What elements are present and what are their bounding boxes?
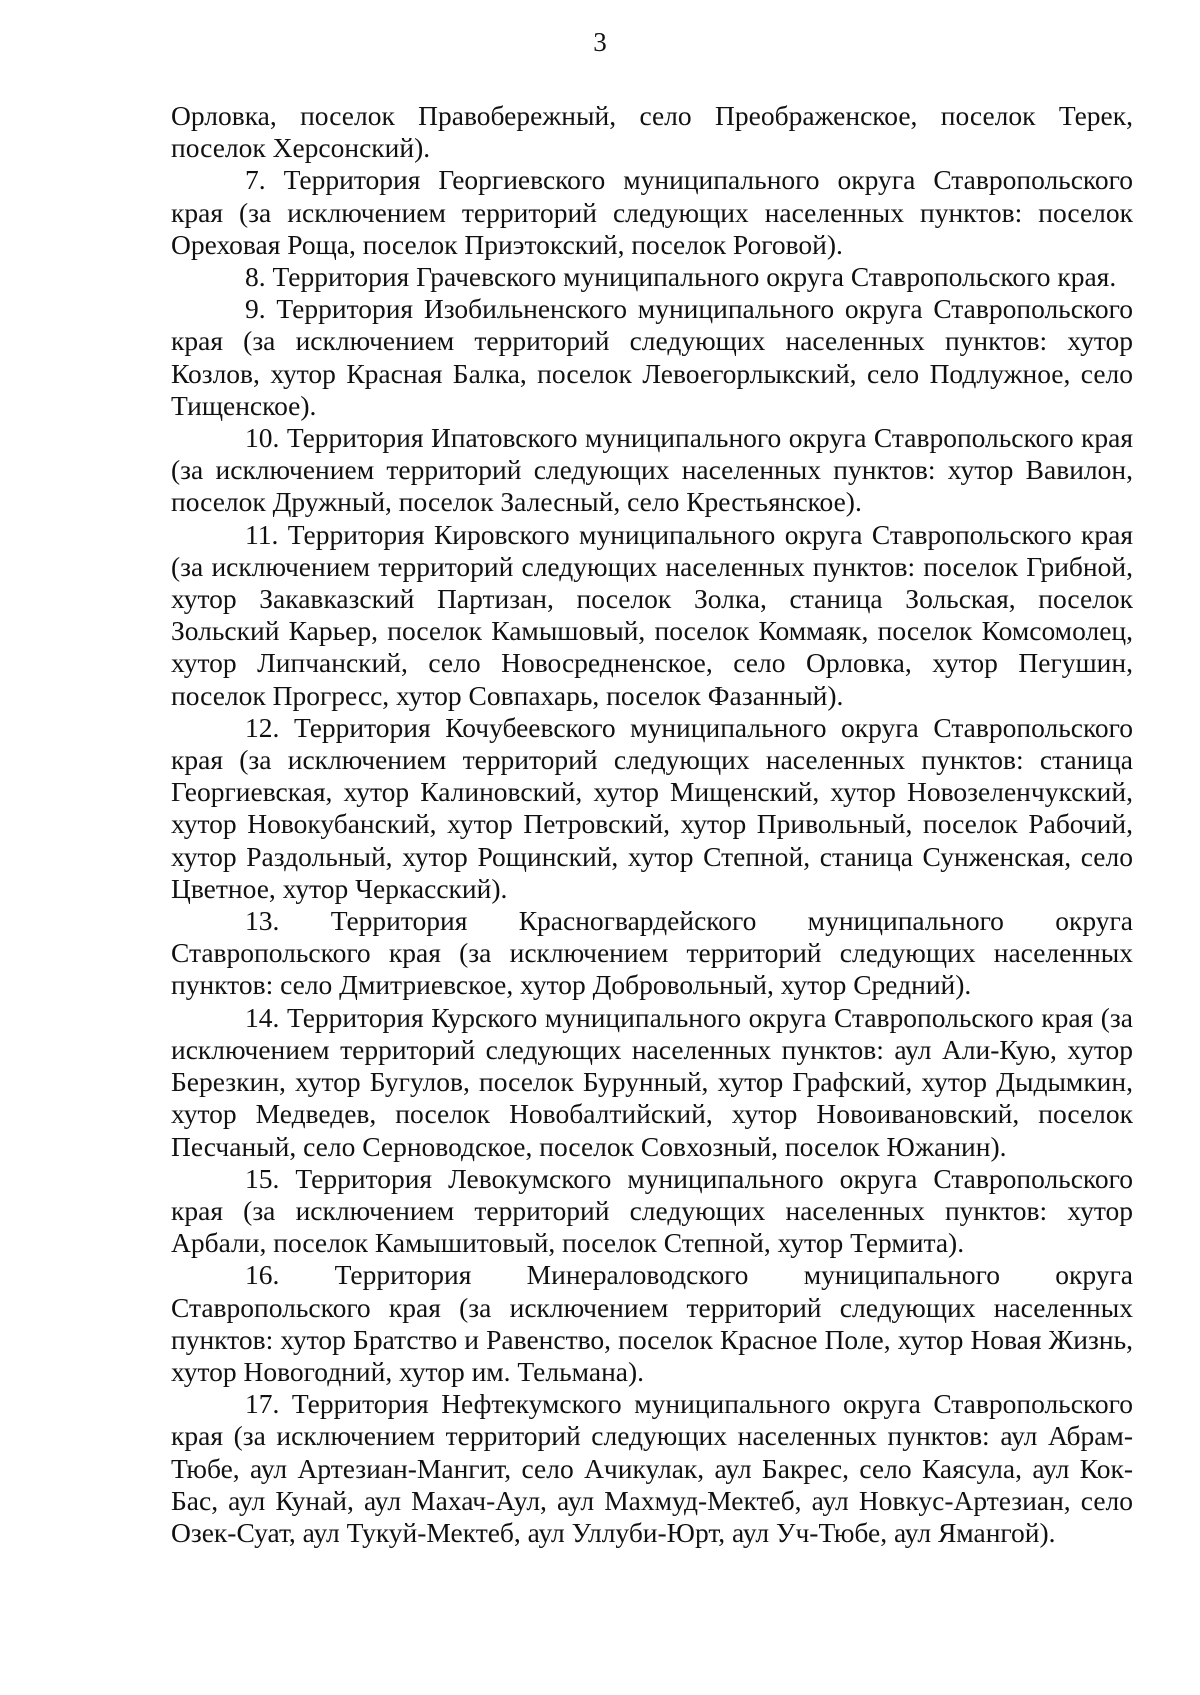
paragraph-item-17: 17. Территория Нефтекумского муниципального округа Ставропольского края (за исключением территорий следующих населенных пунктов: аул Абрам-Тюбе, аул Артезиан-Мангит, село Ачикулак, аул Бакрес, село Каясула, аул Кок-Бас, аул Кунай, аул Махач-Аул, аул Махмуд-Мектеб, аул Новкус-Артезиан, село Озек-Суат, аул Тукуй-Мектеб, аул Уллуби-Юрт, аул Уч-Тюбе, аул Ямангой).	[171, 1388, 1133, 1548]
paragraph-item-9: 9. Территория Изобильненского муниципального округа Ставропольского края (за исключением территорий следующих населенных пунктов: хутор Козлов, хутор Красная Балка, поселок Левоегорлыкский, село Подлужное, село Тищенское).	[171, 293, 1133, 421]
page-number: 3	[593, 27, 607, 57]
paragraph-item-16: 16. Территория Минераловодского муниципального округа Ставропольского края (за исключением территорий следующих населенных пунктов: хутор Братство и Равенство, поселок Красное Поле, хутор Новая Жизнь, хутор Новогодний, хутор им. Тельмана).	[171, 1259, 1133, 1387]
paragraph-continuation: Орловка, поселок Правобережный, село Преображенское, поселок Терек, поселок Херсонский).	[171, 100, 1133, 164]
paragraph-item-14: 14. Территория Курского муниципального округа Ставропольского края (за исключением территорий следующих населенных пунктов: аул Али-Кую, хутор Березкин, хутор Бугулов, поселок Бурунный, хутор Графский, хутор Дыдымкин, хутор Медведев, поселок Новобалтийский, хутор Новоивановский, поселок Песчаный, село Серноводское, поселок Совхозный, поселок Южанин).	[171, 1001, 1133, 1162]
paragraph-item-10: 10. Территория Ипатовского муниципального округа Ставропольского края (за исключением территорий следующих населенных пунктов: хутор Вавилон, поселок Дружный, поселок Залесный, село Крестьянское).	[171, 422, 1133, 518]
paragraph-item-11: 11. Территория Кировского муниципального округа Ставропольского края (за исключением территорий следующих населенных пунктов: поселок Грибной, хутор Закавказский Партизан, поселок Золка, станица Зольская, поселок Зольский Карьер, поселок Камышовый, поселок Коммаяк, поселок Комсомолец, хутор Липчанский, село Новосредненское, село Орловка, хутор Пегушин, поселок Прогресс, хутор Совпахарь, поселок Фазанный).	[171, 518, 1133, 711]
paragraph-item-12: 12. Территория Кочубеевского муниципального округа Ставропольского края (за исключением территорий следующих населенных пунктов: станица Георгиевская, хутор Калиновский, хутор Мищенский, хутор Новозеленчукский, хутор Новокубанский, хутор Петровский, хутор Привольный, поселок Рабочий, хутор Раздольный, хутор Рощинский, хутор Степной, станица Сунженская, село Цветное, хутор Черкасский).	[171, 711, 1133, 904]
paragraph-item-15: 15. Территория Левокумского муниципального округа Ставропольского края (за исключением территорий следующих населенных пунктов: хутор Арбали, поселок Камышитовый, поселок Степной, хутор Термита).	[171, 1162, 1133, 1259]
paragraph-item-13: 13. Территория Красногвардейского муниципального округа Ставропольского края (за исключением территорий следующих населенных пунктов: село Дмитриевское, хутор Добровольный, хутор Средний).	[171, 905, 1133, 1001]
document-body	[171, 100, 1133, 1549]
paragraph-item-7: 7. Территория Георгиевского муниципального округа Ставропольского края (за исключением территорий следующих населенных пунктов: поселок Ореховая Роща, поселок Приэтокский, поселок Роговой).	[171, 164, 1133, 260]
paragraph-item-8: 8. Территория Грачевского муниципального округа Ставропольского края.	[245, 261, 1117, 293]
